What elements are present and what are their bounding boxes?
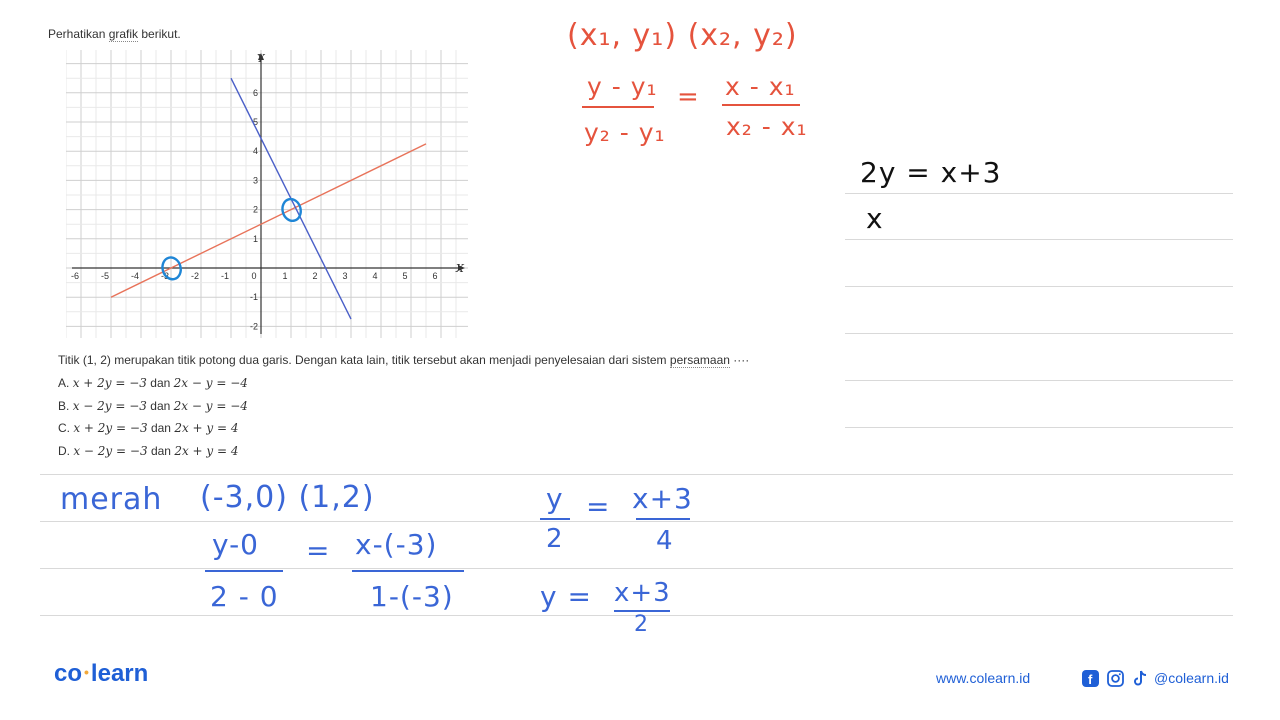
facebook-icon[interactable] (1082, 670, 1099, 687)
option-eq2: 2x + y = 4 (174, 421, 239, 435)
prompt-after: ···· (729, 353, 750, 367)
x-tick-label: 4 (372, 271, 378, 281)
x-tick-label: 3 (342, 271, 348, 281)
y-tick-label: -2 (249, 321, 258, 332)
ruled-line (845, 427, 1233, 428)
option-letter: A. (58, 376, 70, 390)
y-tick-label: 5 (252, 117, 258, 127)
x-tick-label: -3 (160, 271, 170, 281)
line-graph (66, 50, 468, 338)
option-b[interactable] (58, 399, 248, 413)
hand-y2-bottom-right: 4 (656, 526, 674, 556)
hand-merah-points: (-3,0) (1,2) (200, 480, 375, 515)
option-dan: dan (150, 376, 171, 390)
ruled-line (40, 568, 1233, 569)
colearn-logo[interactable] (54, 660, 148, 688)
prompt-dotted-word: persamaan (669, 353, 730, 367)
option-d[interactable] (58, 444, 239, 458)
y-tick-label: 6 (252, 87, 258, 98)
fraction-line (205, 570, 283, 572)
hand-sub-bottom-left: 2 - 0 (210, 580, 279, 613)
y-tick-label: 3 (252, 175, 258, 186)
hand-formula-bottom-right: x₂ - x₁ (726, 112, 808, 141)
intro-text-a: Perhatikan (48, 27, 109, 41)
option-dan: dan (150, 444, 171, 458)
x-tick-label: 1 (282, 271, 288, 281)
svg-text:f: f (1088, 672, 1093, 687)
ruled-line (845, 239, 1233, 240)
fraction-line (722, 104, 800, 106)
x-tick-label: 0 (251, 271, 257, 281)
hand-y2-top-right: x+3 (632, 482, 693, 515)
hand-sub-bottom-right: 1-(-3) (370, 580, 454, 613)
option-dan: dan (150, 421, 171, 435)
logo-dot: • (84, 664, 89, 680)
option-eq1: x + 2y = −3 (73, 421, 148, 435)
option-c[interactable] (58, 421, 239, 435)
option-eq1: x − 2y = −3 (72, 399, 147, 413)
option-a[interactable] (58, 376, 248, 390)
ruled-line (845, 193, 1233, 194)
prompt-before: Titik (1, 2) merupakan titik potong dua garis. Dengan kata lain, titik tersebut akan menjadi penyelesaian dari sistem (58, 353, 670, 367)
x-tick-label: 5 (402, 271, 408, 281)
intro-text-b: berikut. (138, 27, 181, 41)
hand-result-eq: 2y = x+3 (860, 156, 1002, 189)
tiktok-icon[interactable] (1132, 670, 1149, 687)
hand-sub-equals: = (306, 534, 331, 567)
question-intro (48, 27, 181, 41)
fraction-line (636, 518, 690, 520)
hand-sub-top-right: x-(-3) (355, 528, 438, 561)
ruled-line (40, 474, 1233, 475)
option-dan: dan (150, 399, 171, 413)
option-letter: B. (58, 399, 70, 413)
ruled-line (40, 521, 1233, 522)
option-eq2: 2x + y = 4 (174, 444, 239, 458)
hand-y2-bottom-left: 2 (546, 524, 564, 554)
hand-sub-top-left: y-0 (212, 528, 259, 561)
series-line-1 (111, 144, 426, 297)
logo-co: co (54, 660, 83, 687)
x-tick-label: -4 (130, 271, 140, 281)
x-tick-label: -1 (220, 271, 230, 281)
hand-y-eq-bottom: 2 (634, 612, 649, 637)
instagram-icon[interactable] (1107, 670, 1124, 687)
x-tick-label: -2 (190, 271, 200, 281)
ruled-line (845, 286, 1233, 287)
website-link[interactable]: www.colearn.id (936, 670, 1031, 686)
ruled-line (845, 380, 1233, 381)
hand-y-eq-top: x+3 (614, 578, 671, 608)
option-eq1: x − 2y = −3 (73, 444, 148, 458)
fraction-line (582, 106, 654, 108)
fraction-line (540, 518, 570, 520)
x-tick-label: 6 (432, 271, 438, 281)
logo-learn: learn (90, 660, 149, 687)
option-letter: C. (58, 421, 70, 435)
hand-merah-label: merah (60, 482, 163, 517)
x-axis-label: X (456, 262, 464, 275)
option-eq1: x + 2y = −3 (72, 376, 147, 390)
hand-points-label: (x₁, y₁) (x₂, y₂) (567, 18, 798, 53)
hand-formula-bottom-left: y₂ - y₁ (584, 118, 666, 147)
y-tick-label: -1 (249, 292, 258, 303)
x-tick-label: -6 (70, 271, 80, 281)
option-eq2: 2x − y = −4 (173, 376, 248, 390)
hand-y2-top-left: y (546, 482, 564, 515)
question-prompt (58, 353, 749, 367)
ruled-line (845, 333, 1233, 334)
hand-formula-equals: = (677, 82, 700, 112)
hand-y2-equals: = (586, 490, 611, 523)
hand-formula-top-left: y - y₁ (587, 72, 658, 101)
y-tick-label: 4 (252, 146, 258, 157)
option-letter: D. (58, 444, 70, 458)
social-handle[interactable]: @colearn.id (1154, 670, 1229, 686)
y-tick-label: 1 (252, 233, 258, 244)
intro-dotted-word: grafik (108, 27, 139, 41)
y-tick-label: 2 (252, 204, 258, 215)
x-tick-label: 2 (312, 271, 318, 281)
option-eq2: 2x − y = −4 (173, 399, 248, 413)
hand-y-eq-left: y = (540, 580, 592, 613)
y-axis-label: Y (257, 52, 265, 65)
x-tick-label: -5 (100, 271, 110, 281)
hand-result-x: x (866, 202, 884, 235)
fraction-line (352, 570, 464, 572)
hand-formula-top-right: x - x₁ (725, 72, 796, 101)
